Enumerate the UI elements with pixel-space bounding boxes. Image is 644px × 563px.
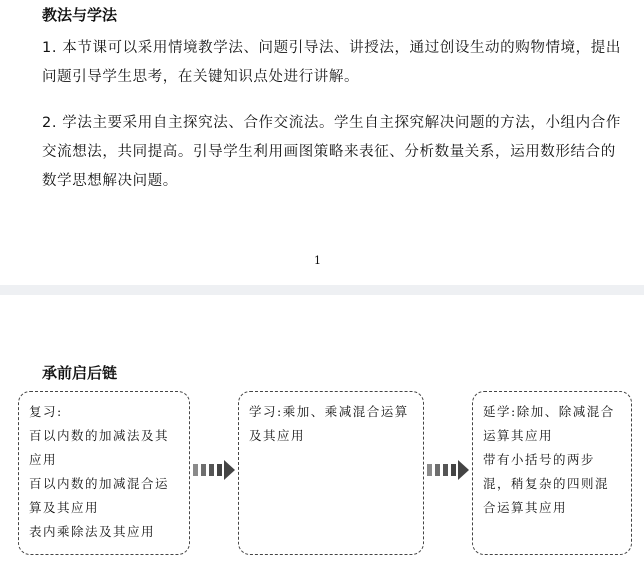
extend-box [472,391,632,555]
review-box [18,391,190,555]
review-title: 复习: [29,404,63,419]
arrow-right-icon [192,459,236,481]
paragraph-teaching-methods: 1. 本节课可以采用情境教学法、问题引导法、讲授法，通过创设生动的购物情境，提出问题引导学生思考，在关键知识点处进行讲解。 [42,40,621,85]
review-line: 百以内数的加减混合运算及其应用 [29,476,170,515]
page-separator [0,285,644,295]
page-number: 1 [314,254,321,267]
arrow-right-icon [426,459,470,481]
section-heading-knowledge-chain: 承前启后链 [42,364,118,382]
study-text: 学习:乘加、乘减混合运算及其应用 [249,404,409,443]
review-line: 表内乘除法及其应用 [29,524,156,539]
paragraph-learning-methods: 2. 学法主要采用自主探究法、合作交流法。学生自主探究解决问题的方法，小组内合作交流想法，共同提高。引导学生利用画图策略来表征、分析数量关系，运用数形结合的数学思想解决问题。 [42,115,621,189]
extend-line: 带有小括号的两步混，稍复杂的四则混合运算其应用 [483,452,610,515]
section-heading-teaching-methods: 教法与学法 [42,6,118,24]
extend-line: 延学:除加、除减混合运算其应用 [483,404,615,443]
review-line: 百以内数的加减法及其应用 [29,428,170,467]
study-box [238,391,424,555]
document-page-2 [0,295,644,563]
